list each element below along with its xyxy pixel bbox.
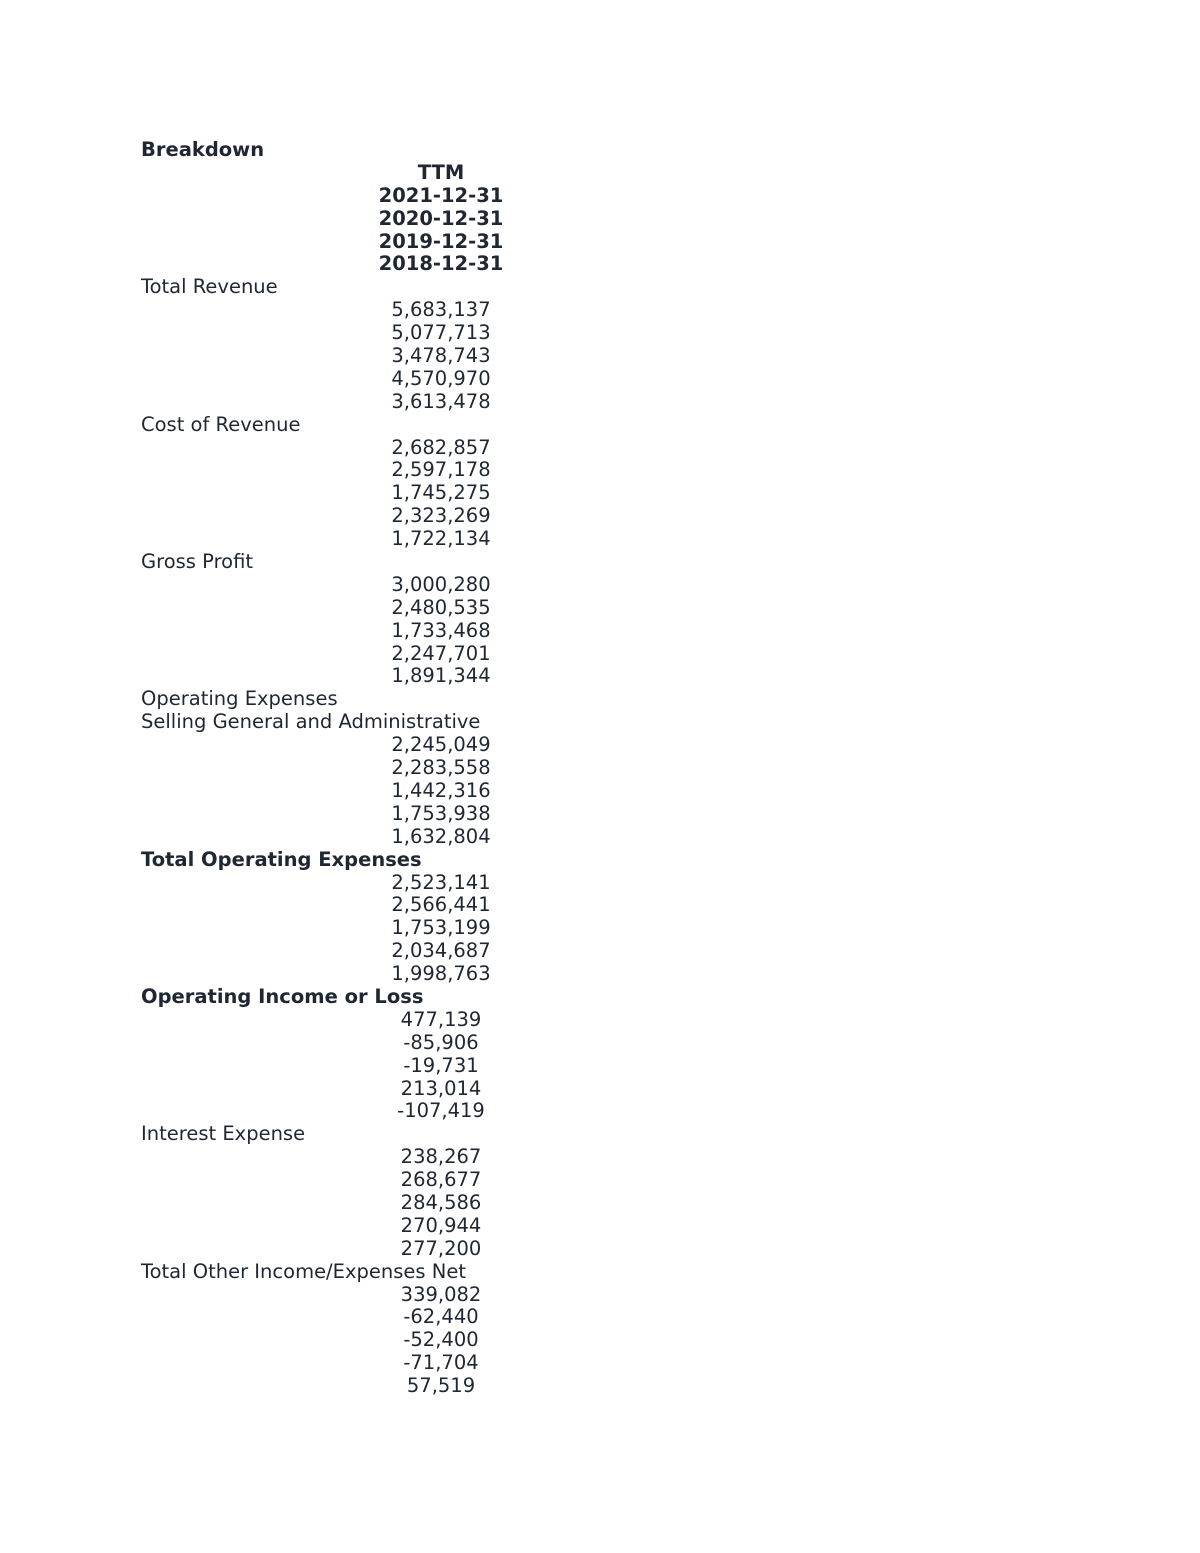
period-header: 2019-12-31 xyxy=(378,229,504,253)
row-label: Gross Profit xyxy=(141,550,254,574)
row-value: -107,419 xyxy=(397,1099,485,1123)
period-header: 2021-12-31 xyxy=(378,183,504,207)
row-value: 1,632,804 xyxy=(391,824,491,848)
row-value: 2,323,269 xyxy=(391,504,491,528)
row-value: 2,597,178 xyxy=(391,458,491,482)
row-value: 2,245,049 xyxy=(391,733,491,757)
breakdown-title: Breakdown xyxy=(141,138,265,161)
row-value: 477,139 xyxy=(400,1007,482,1031)
row-label: Operating Income or Loss xyxy=(141,984,424,1008)
row-value: 1,733,468 xyxy=(391,618,491,642)
period-header: TTM xyxy=(417,160,465,184)
statement-row xyxy=(141,688,1141,711)
row-value: 1,745,275 xyxy=(391,481,491,505)
row-value: 1,891,344 xyxy=(391,664,491,688)
row-value: 2,480,535 xyxy=(391,595,491,619)
row-value: 268,677 xyxy=(400,1168,482,1192)
row-value: 1,753,199 xyxy=(391,916,491,940)
row-value: 213,014 xyxy=(400,1076,482,1100)
statement-row xyxy=(141,1261,1141,1398)
row-value: 238,267 xyxy=(400,1145,482,1169)
row-value: 270,944 xyxy=(400,1213,482,1237)
statement-row xyxy=(141,276,1141,413)
row-label: Operating Expenses xyxy=(141,687,338,711)
row-label: Cost of Revenue xyxy=(141,412,301,436)
row-value: 339,082 xyxy=(400,1282,482,1306)
row-label: Total Revenue xyxy=(141,275,278,299)
period-headers xyxy=(141,162,1141,276)
row-value: 2,283,558 xyxy=(391,756,491,780)
row-value: 2,247,701 xyxy=(391,641,491,665)
row-value: 2,566,441 xyxy=(391,893,491,917)
row-value: 5,683,137 xyxy=(391,298,491,322)
row-value: -62,440 xyxy=(403,1305,479,1329)
row-value: 1,998,763 xyxy=(391,962,491,986)
row-value: 284,586 xyxy=(400,1190,482,1214)
statement-row xyxy=(141,414,1141,551)
row-value: 3,613,478 xyxy=(391,389,491,413)
period-header: 2018-12-31 xyxy=(378,252,504,276)
row-value: 4,570,970 xyxy=(391,366,491,390)
statement-row xyxy=(141,849,1141,986)
row-value: 2,682,857 xyxy=(391,435,491,459)
row-value: -19,731 xyxy=(403,1053,479,1077)
statement-row xyxy=(141,1123,1141,1260)
row-value: 5,077,713 xyxy=(391,321,491,345)
row-label: Interest Expense xyxy=(141,1122,306,1146)
row-value: 1,442,316 xyxy=(391,778,491,802)
row-value: 1,722,134 xyxy=(391,527,491,551)
row-value: 2,523,141 xyxy=(391,870,491,894)
row-value: 3,000,280 xyxy=(391,572,491,596)
statement-row xyxy=(141,986,1141,1123)
statement-row xyxy=(141,551,1141,688)
period-header: 2020-12-31 xyxy=(378,206,504,230)
row-value: -85,906 xyxy=(403,1030,479,1054)
row-value: 1,753,938 xyxy=(391,801,491,825)
statement-rows xyxy=(141,276,1141,1398)
income-statement xyxy=(141,139,1141,1398)
row-value: -71,704 xyxy=(403,1351,479,1375)
row-label: Selling General and Administrative xyxy=(141,710,481,734)
row-value: 57,519 xyxy=(406,1374,476,1398)
row-value: 2,034,687 xyxy=(391,939,491,963)
statement-row xyxy=(141,711,1141,848)
row-label: Total Other Income/Expenses Net xyxy=(141,1259,466,1283)
row-value: 3,478,743 xyxy=(391,344,491,368)
row-value: -52,400 xyxy=(403,1328,479,1352)
row-label: Total Operating Expenses xyxy=(141,847,422,871)
row-value: 277,200 xyxy=(400,1236,482,1260)
